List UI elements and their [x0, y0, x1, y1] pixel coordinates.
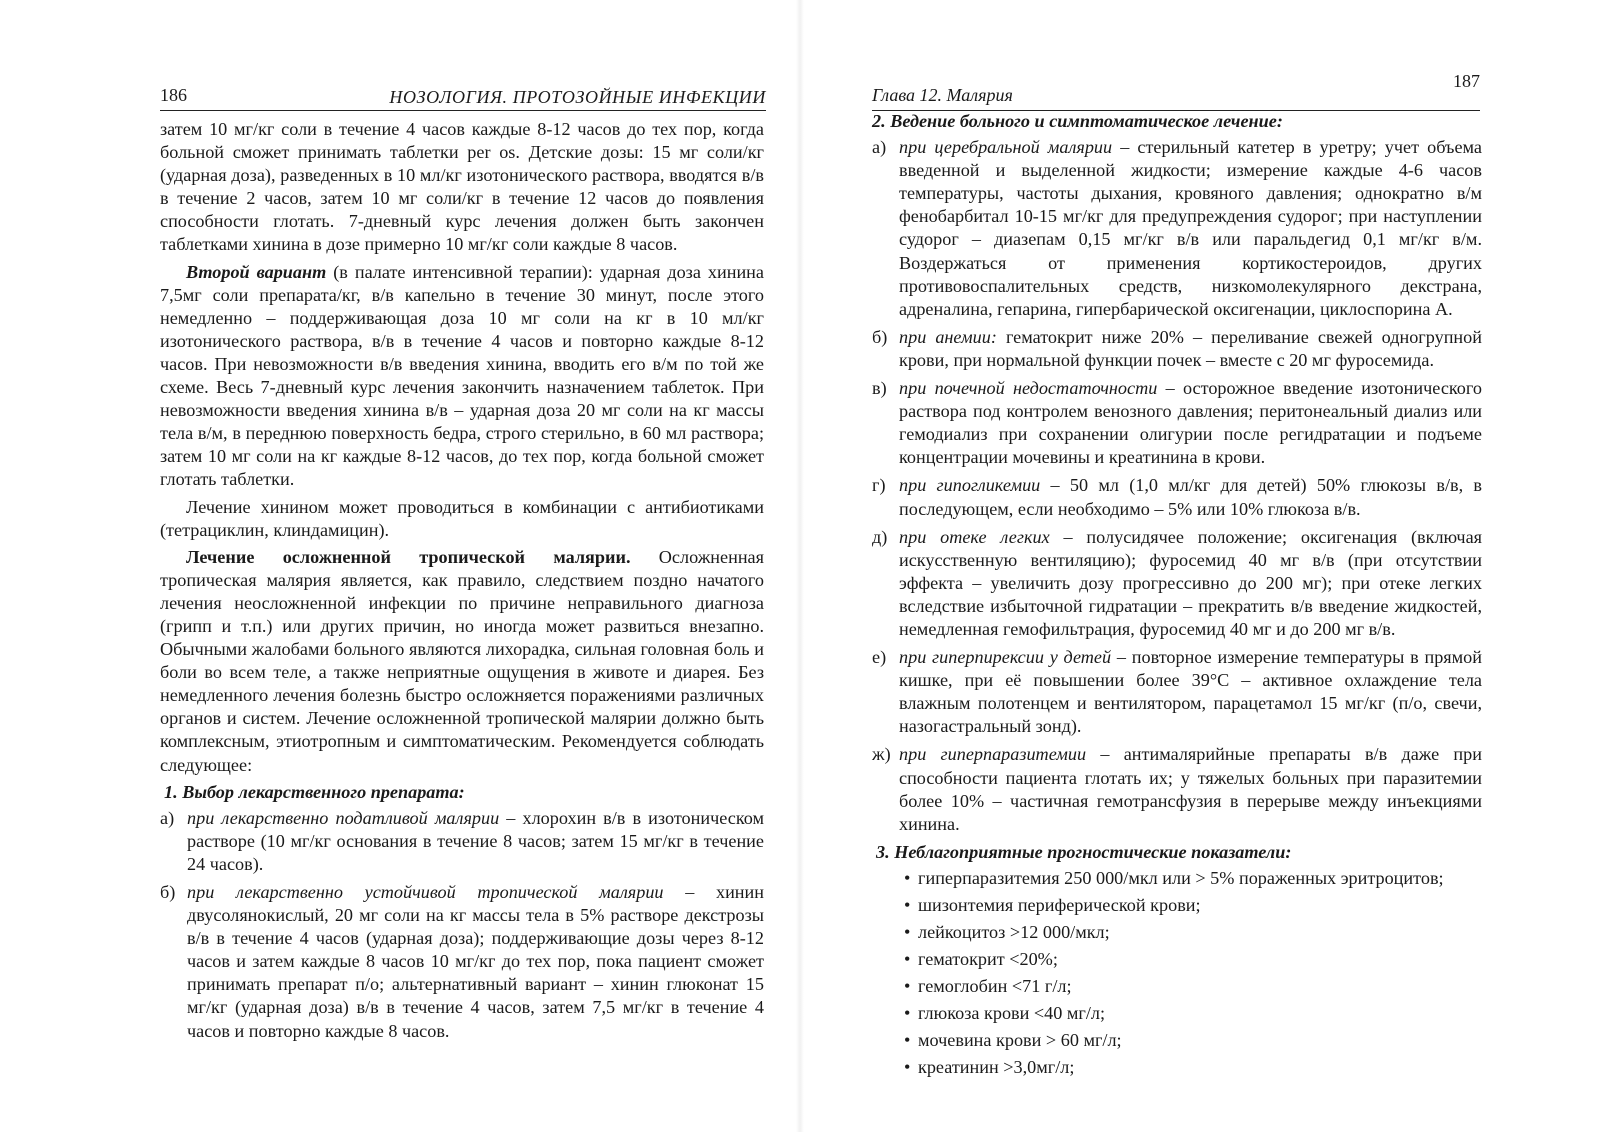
second-variant-text: (в палате интенсивной терапии): ударная доза хинина 7,5мг соли препарата/кг, в/в капельно в течение 30 минут, после этого немедленно – поддерживающая доза 10 мг соли на кг в 10 мл/кг изотонического раствора, в/в в течение 4 часов и повторно каждые 8-12 часов. При невозможности в/в введения хинина, вводить его в/м по той же схеме. Весь 7-дневный курс лечения закончить назначением таблеток. При невозможности введения хинина в/в – ударная доза 20 мг соли на кг массы тела в/м, в переднюю поверхность бедра, строго стерильно, в 60 мл раствора; затем 10 мг соли на кг каждые 8-12 часов, до тех пор, когда больной сможет глотать таблетки. — [160, 261, 764, 490]
bullet-text: гематокрит <20%; — [918, 948, 1058, 969]
right-running-head — [872, 71, 1480, 111]
list-item — [872, 377, 1482, 469]
bullet-dot: • — [904, 975, 911, 996]
page-number-right: 187 — [1453, 71, 1480, 91]
list-item-lead: при лекарственно устойчивой тропической малярии — [187, 882, 664, 902]
running-title-left: НОЗОЛОГИЯ. ПРОТОЗОЙНЫЕ ИНФЕКЦИИ — [389, 87, 766, 107]
paragraph-complicated-malaria — [160, 546, 764, 777]
list-item-lead: при лекарственно податливой малярии — [187, 807, 500, 828]
section-heading-drug-choice: 1. Выбор лекарственного препарата: — [164, 781, 465, 802]
second-variant-lead: Второй вариант — [186, 261, 327, 282]
list-item-text: – хинин двусолянокислый, 20 мг соли на кг массы тела в 5% растворе декстрозы в/в в течение 4 часов (ударная доза); поддерживающие дозы через 8-12 часов и затем каждые 8 часов 10 мг/кг до тех пор, пока пациент сможет принимать препарат п/о; альтернативный вариант – хинин глюконат 15 мг/кг (ударная доза) в/в в течение 4 часов, затем 7,5 мг/кг в течение 4 часов и повторно каждые 8 часов. — [187, 882, 764, 1041]
bullet-text: лейкоцитоз >12 000/мкл; — [918, 921, 1110, 942]
list-item — [872, 474, 1482, 520]
list-item-lead: при гипогликемии — [899, 475, 1041, 496]
list-item-text: гематокрит ниже 20% – переливание свежей одногрупной крови, при нормальной функции почек – вместе с 20 мг фуросемида. — [899, 326, 1482, 370]
list-item — [160, 881, 764, 1043]
page-number-left: 186 — [160, 85, 187, 105]
bullet-item — [904, 867, 1482, 890]
bullet-item — [904, 948, 1482, 971]
bullet-text: глюкоза крови <40 мг/л; — [918, 1002, 1106, 1023]
list-item-text: – антималярийные препараты в/в даже при способности пациента глотать их; у тяжелых больных при паразитемии более 10% – частичная гемотрансфузия в перерыве между инъекциями хинина. — [899, 744, 1482, 834]
list-item-lead: при церебральной малярии — [899, 137, 1113, 158]
paragraph-continuation: затем 10 мг/кг соли в течение 4 часов каждые 8-12 часов до тех пор, когда больной сможет принимать таблетки per os. Детские дозы: 15 мг соли/кг (ударная доза), разведенных в 10 мл/кг изотонического раствора, вводятся в/в в течение 2 часов, затем 10 мг соли/кг в течение 12 часов до появления способности глотать. 7-дневный курс лечения должен быть закончен таблетками хинина в дозе примерно 10 мг/кг соли каждые 8 часов. — [160, 119, 764, 255]
list-item — [872, 743, 1482, 835]
bullet-item — [904, 1056, 1482, 1079]
list-item-lead: при отеке легких — [899, 526, 1050, 547]
list-item-marker: ж) — [872, 744, 891, 765]
list-item-text: – повторное измерение температуры в прямой кишке, при её повышении более 39°С – активное охлаждение тела влажным полотенцем и вентилятором, парацетамол 15 мг/кг (п/о, свечи, назогастральный зонд). — [899, 647, 1483, 737]
bullet-item — [904, 1029, 1482, 1052]
list-item-marker: е) — [872, 647, 887, 668]
section-heading-prognostic-indicators: 3. Неблагоприятные прогностические показатели: — [876, 841, 1292, 862]
bullet-item — [904, 1002, 1482, 1025]
list-item — [872, 646, 1482, 738]
prognostic-indicators-list — [904, 867, 1482, 1079]
complicated-malaria-lead: Лечение осложненной тропической малярии. — [186, 546, 631, 567]
right-page — [800, 0, 1600, 1132]
list-item — [872, 326, 1482, 372]
list-item — [872, 136, 1482, 321]
bullet-text: гиперпаразитемия 250 000/мкл или > 5% пораженных эритроцитов; — [918, 867, 1444, 888]
list-item-text: – хлорохин в/в в изотоническом растворе (10 мг/кг основания в течение 8 часов; затем 15 мг/кг в течение 24 часов). — [187, 807, 764, 874]
left-body-text — [160, 118, 764, 1048]
bullet-text: креатинин >3,0мг/л; — [918, 1056, 1075, 1077]
list-item-marker: а) — [872, 137, 887, 158]
list-item — [160, 807, 764, 876]
paragraph-quinine-combination: Лечение хинином может проводиться в комбинации с антибиотиками (тетрациклин, клиндамицин). — [160, 496, 764, 540]
list-item-text: – осторожное введение изотонического раствора под контролем венозного давления; перитонеальный диализ или гемодиализ при сохранении олигурии после регидратации и подъеме концентрации мочевины и креатинина в крови. — [899, 378, 1482, 468]
bullet-dot: • — [904, 867, 911, 888]
bullet-dot: • — [904, 921, 911, 942]
list-item-marker: д) — [872, 526, 888, 547]
list-item-text: – стерильный катетер в уретру; учет объема введенной и выделенной жидкости; измерение каждые 4-6 часов температуры, частоты дыхания, кровяного давления; однократно в/м фенобарбитал 10-15 мг/кг для предупреждения судорог; при наступлении судорог – диазепам 0,15 мг/кг в/в или паральдегид 0,1 мг/кг в/м. Воздержаться от применения кортикостероидов, других противовоспалительных средств, низкомолекулярного декстрана, адреналина, гепарина, гипербарической оксигенации, циклоспорина А. — [899, 137, 1482, 319]
bullet-item — [904, 975, 1482, 998]
complicated-malaria-text: Осложненная тропическая малярия является, как правило, следствием поздно начатого лечения неосложненной инфекции по причине неправильного диагноза (грипп и т.п.) или других причин, но иногда может развиться внезапно. Обычными жалобами больного являются лихорадка, сильная головная боль и боли во всем теле, а также неприятные ощущения в животе и диарея. Без немедленного лечения болезнь быстро осложняется поражениями различных органов и систем. Лечение осложненной тропической малярии должно быть комплексным, этиотропным и симптоматическим. Рекомендуется соблюдать следующее: — [160, 546, 764, 775]
bullet-text: шизонтемия периферической крови; — [918, 894, 1201, 915]
paragraph-second-variant — [160, 261, 764, 492]
list-item-lead: при гиперпирексии у детей — [899, 647, 1112, 668]
list-item-marker: б) — [160, 882, 176, 902]
list-item-marker: б) — [872, 326, 888, 347]
bullet-text: мочевина крови > 60 мг/л; — [918, 1029, 1122, 1050]
bullet-dot: • — [904, 948, 911, 969]
list-item-marker: в) — [872, 378, 887, 399]
list-item-lead: при анемии: — [899, 326, 997, 347]
list-item-lead: при гиперпаразитемии — [899, 744, 1087, 765]
left-running-head — [160, 84, 766, 111]
bullet-dot: • — [904, 1056, 911, 1077]
bullet-item — [904, 921, 1482, 944]
list-item-marker: г) — [872, 475, 886, 496]
bullet-dot: • — [904, 894, 911, 915]
section-heading-patient-management: 2. Ведение больного и симптоматическое лечение: — [872, 111, 1283, 131]
list-item-text: – 50 мл (1,0 мл/кг для детей) 50% глюкозы в/в, в последующем, если необходимо – 5% или 10% глюкоза в/в. — [899, 475, 1482, 519]
bullet-item — [904, 894, 1482, 917]
right-body-text — [872, 108, 1482, 1083]
list-item — [872, 526, 1482, 641]
bullet-dot: • — [904, 1002, 911, 1023]
running-title-right: Глава 12. Малярия — [872, 85, 1013, 105]
list-item-text: – полусидячее положение; оксигенация (включая искусственную вентиляцию); фуросемид 40 мг в/в (при отсутствии эффекта – увеличить дозу прогрессивно до 200 мг); при отеке легких вследствие избыточной гидратации – прекратить в/в введение жидкостей, немедленная гемофильтрация, фуросемид 40 мг и до 200 мг в/в. — [899, 526, 1483, 639]
bullet-dot: • — [904, 1029, 911, 1050]
list-item-marker: а) — [160, 807, 175, 828]
list-item-lead: при почечной недостаточности — [899, 378, 1158, 399]
bullet-text: гемоглобин <71 г/л; — [918, 975, 1072, 996]
